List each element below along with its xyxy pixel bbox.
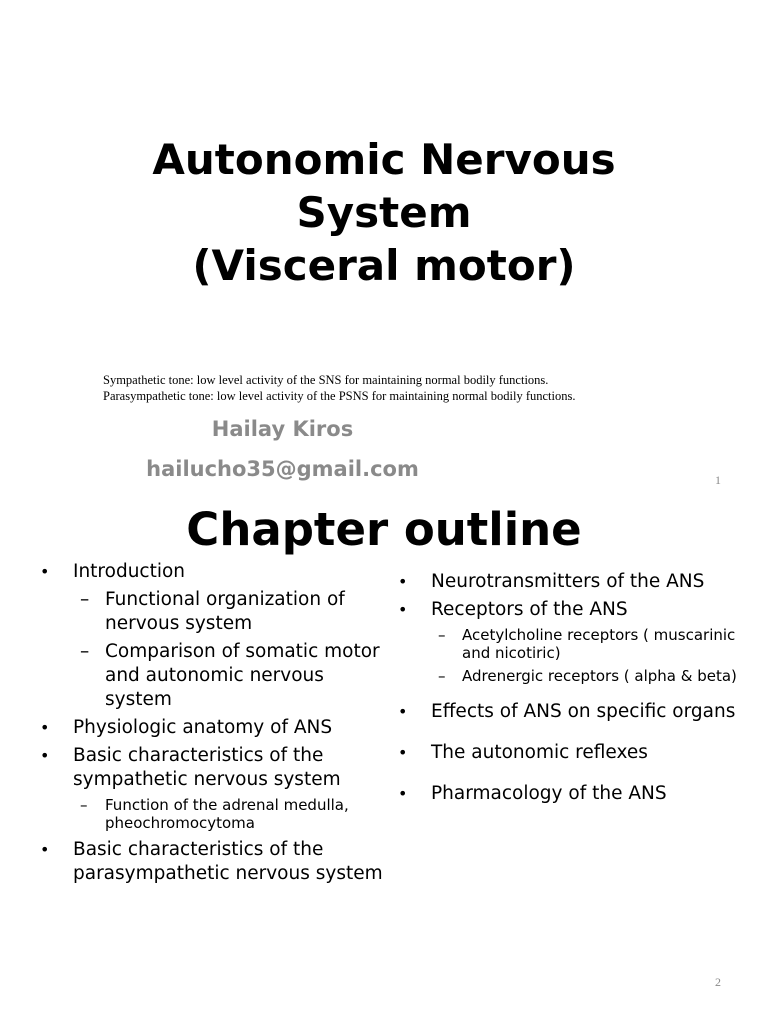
page-number: 1 xyxy=(715,473,721,487)
bullet-icon: • xyxy=(40,562,50,581)
note-line: Sympathetic tone: low level activity of the SNS for maintaining normal bodily functions. xyxy=(103,373,549,387)
outline-subitem-text: Adrenergic receptors ( alpha & beta) xyxy=(462,667,737,685)
title-line: (Visceral motor) xyxy=(192,241,576,290)
slide-title xyxy=(0,133,768,292)
dash-icon: – xyxy=(80,796,88,814)
outline-subitem xyxy=(40,796,385,832)
outline-subitem-text: Comparison of somatic motor and autonomic nervous system xyxy=(105,641,380,710)
outline-item-text: The autonomic reflexes xyxy=(431,742,648,763)
bullet-icon: • xyxy=(40,746,50,765)
outline-item-text: Effects of ANS on specific organs xyxy=(431,701,736,722)
speaker-notes xyxy=(103,372,576,404)
outline-item xyxy=(40,560,385,584)
bullet-icon: • xyxy=(40,840,50,859)
dash-icon: – xyxy=(80,641,90,662)
outline-right-column xyxy=(398,570,763,806)
note-line: Parasympathetic tone: low level activity of the PSNS for maintaining normal bodily functions. xyxy=(103,389,576,403)
outline-item xyxy=(40,838,385,886)
outline-item-text: Receptors of the ANS xyxy=(431,599,628,620)
outline-item-text: Physiologic anatomy of ANS xyxy=(73,717,333,738)
title-line: System xyxy=(296,188,472,237)
bullet-icon: • xyxy=(398,572,408,591)
bullet-icon: • xyxy=(40,718,50,737)
slide-title: Chapter outline xyxy=(186,503,582,556)
author-email: hailucho35@gmail.com xyxy=(146,457,419,481)
outline-item-text: Basic characteristics of the parasympathetic nervous system xyxy=(73,839,383,884)
outline-item xyxy=(398,700,763,724)
outline-item xyxy=(40,744,385,792)
outline-item-text: Pharmacology of the ANS xyxy=(431,783,667,804)
outline-subitem xyxy=(40,588,385,636)
outline-subitem xyxy=(40,640,385,712)
slide-1 xyxy=(0,0,768,502)
bullet-icon: • xyxy=(398,784,408,803)
outline-item-text: Introduction xyxy=(73,561,186,582)
outline-subitem-text: Acetylcholine receptors ( muscarinic and nicotiric) xyxy=(462,626,736,662)
page-number: 2 xyxy=(715,975,721,989)
title-line: Autonomic Nervous xyxy=(152,135,616,184)
outline-item-text: Basic characteristics of the sympathetic nervous system xyxy=(73,745,341,790)
slide-2 xyxy=(0,502,768,1024)
outline-item xyxy=(398,598,763,622)
outline-subitem-text: Functional organization of nervous system xyxy=(105,589,345,634)
outline-item xyxy=(398,741,763,765)
bullet-icon: • xyxy=(398,743,408,762)
author-name: Hailay Kiros xyxy=(211,417,354,441)
dash-icon: – xyxy=(438,626,446,644)
bullet-icon: • xyxy=(398,600,408,619)
outline-item-text: Neurotransmitters of the ANS xyxy=(431,571,705,592)
dash-icon: – xyxy=(80,589,90,610)
outline-subitem xyxy=(398,667,763,685)
outline-item xyxy=(398,570,763,594)
outline-left-column xyxy=(40,560,385,886)
dash-icon: – xyxy=(438,667,446,685)
outline-item xyxy=(398,782,763,806)
bullet-icon: • xyxy=(398,702,408,721)
outline-item xyxy=(40,716,385,740)
outline-subitem xyxy=(398,626,763,662)
outline-subitem-text: Function of the adrenal medulla, pheochromocytoma xyxy=(105,796,349,832)
